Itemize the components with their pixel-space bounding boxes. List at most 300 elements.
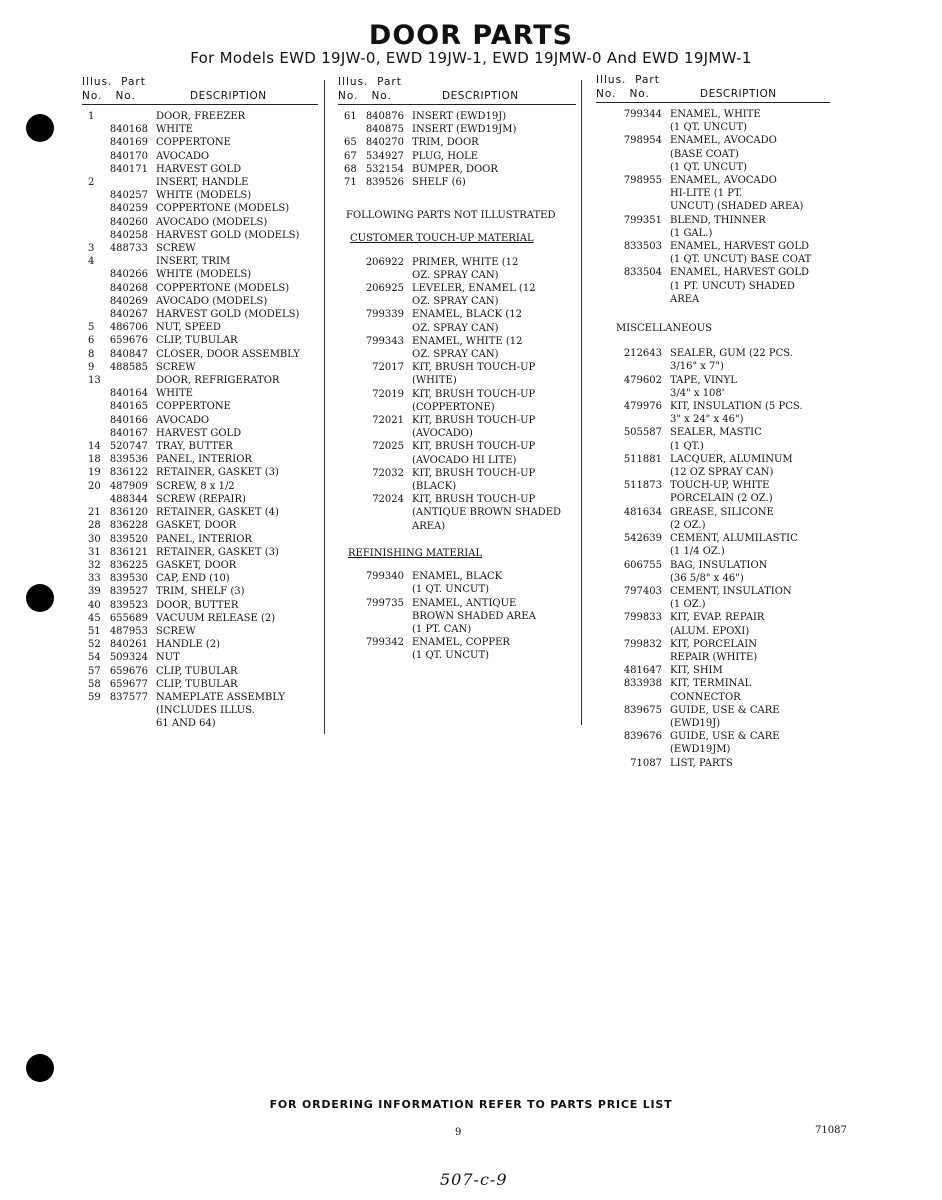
illus-number bbox=[338, 348, 362, 361]
header-description: DESCRIPTION bbox=[190, 90, 267, 102]
illus-number bbox=[596, 532, 620, 545]
punch-hole-top bbox=[26, 114, 54, 142]
part-description: PRIMER, WHITE (12 bbox=[412, 256, 519, 268]
part-number: 206922 bbox=[365, 256, 404, 268]
document-number: 71087 bbox=[815, 1125, 847, 1136]
part-description: SEALER, MASTIC bbox=[670, 427, 762, 439]
part-row bbox=[338, 570, 578, 583]
part-description: ENAMEL, WHITE bbox=[670, 109, 761, 120]
part-number: 505587 bbox=[623, 427, 662, 439]
part-number: 840257 bbox=[109, 190, 148, 202]
part-row bbox=[82, 506, 322, 519]
part-description: OZ. SPRAY CAN) bbox=[412, 269, 499, 281]
part-row bbox=[338, 388, 578, 401]
part-row bbox=[596, 506, 840, 519]
part-description: RETAINER, GASKET (3) bbox=[156, 546, 279, 558]
part-row bbox=[596, 638, 840, 651]
illus-number: 19 bbox=[88, 467, 101, 479]
part-row bbox=[338, 123, 578, 136]
illus-number bbox=[82, 717, 106, 730]
part-number bbox=[620, 625, 670, 638]
part-description: HANDLE (2) bbox=[156, 639, 220, 651]
part-description: DOOR, REFRIGERATOR bbox=[156, 375, 280, 387]
part-row bbox=[82, 599, 322, 612]
part-row bbox=[338, 374, 578, 387]
part-description: DOOR, BUTTER bbox=[156, 599, 239, 611]
part-description: CEMENT, INSULATION bbox=[670, 585, 792, 597]
part-row bbox=[338, 414, 578, 427]
illus-number bbox=[596, 453, 620, 466]
part-description: INSERT (EWD19J) bbox=[412, 111, 507, 122]
part-number: 799833 bbox=[623, 612, 662, 624]
illus-number: 59 bbox=[88, 691, 101, 703]
part-row bbox=[82, 110, 322, 123]
part-number: 840261 bbox=[109, 639, 148, 651]
part-description: SEALER, GUM (22 PCS. bbox=[670, 348, 793, 360]
illus-number bbox=[82, 136, 106, 149]
header-rule bbox=[596, 102, 830, 103]
part-row bbox=[338, 269, 578, 282]
illus-number bbox=[82, 493, 106, 506]
part-row bbox=[338, 150, 578, 163]
illus-number bbox=[338, 454, 362, 467]
header-illus-part-bottom: No. No. bbox=[596, 88, 650, 100]
illus-number bbox=[338, 282, 362, 295]
part-number bbox=[620, 280, 670, 293]
part-row bbox=[82, 282, 322, 295]
illus-number bbox=[596, 466, 620, 479]
section-heading-refinishing: REFINISHING MATERIAL bbox=[348, 547, 483, 559]
part-description: (1 QT.) bbox=[670, 440, 704, 452]
illus-number bbox=[596, 677, 620, 690]
illus-number: 58 bbox=[88, 678, 101, 690]
illus-number bbox=[338, 308, 362, 321]
part-row bbox=[596, 134, 840, 147]
part-description: COPPERTONE (MODELS) bbox=[156, 203, 290, 215]
illus-number bbox=[596, 506, 620, 519]
part-row bbox=[338, 348, 578, 361]
part-row bbox=[596, 704, 840, 717]
refinishing-list bbox=[338, 570, 578, 662]
part-description: (AVOCADO HI LITE) bbox=[412, 454, 517, 466]
part-number: 511873 bbox=[623, 480, 662, 492]
part-row bbox=[82, 334, 322, 347]
illus-number bbox=[338, 467, 362, 480]
illus-number: 67 bbox=[344, 150, 357, 162]
part-description: HARVEST GOLD bbox=[156, 427, 242, 439]
part-description: VACUUM RELEASE (2) bbox=[156, 612, 276, 624]
part-description: NUT bbox=[156, 652, 180, 664]
part-description: BLEND, THINNER bbox=[670, 214, 766, 226]
part-description: INSERT (EWD19JM) bbox=[412, 124, 517, 136]
part-number: 72025 bbox=[372, 441, 404, 453]
part-row bbox=[82, 665, 322, 678]
part-number bbox=[620, 717, 670, 730]
part-row bbox=[596, 440, 840, 453]
part-number: 840270 bbox=[365, 137, 404, 149]
part-description: WHITE (MODELS) bbox=[156, 269, 252, 281]
illus-number bbox=[596, 214, 620, 227]
part-row bbox=[82, 493, 322, 506]
part-number: 72024 bbox=[372, 494, 404, 506]
part-number: 479976 bbox=[623, 401, 662, 413]
part-number: 840847 bbox=[109, 348, 148, 360]
illus-number bbox=[338, 295, 362, 308]
part-number bbox=[106, 255, 156, 268]
part-description: KIT, BRUSH TOUCH-UP bbox=[412, 494, 536, 506]
part-description: TOUCH-UP, WHITE bbox=[670, 480, 770, 492]
part-description: GASKET, DOOR bbox=[156, 559, 237, 571]
part-row bbox=[82, 691, 322, 704]
part-number bbox=[620, 148, 670, 161]
part-number: 840876 bbox=[365, 111, 404, 122]
part-description: DOOR, FREEZER bbox=[156, 111, 246, 122]
part-number: 839536 bbox=[109, 454, 148, 466]
part-number: 836122 bbox=[109, 467, 148, 479]
illus-number bbox=[596, 266, 620, 279]
part-description: (1 PT. CAN) bbox=[412, 623, 472, 635]
part-description: GUIDE, USE & CARE bbox=[670, 731, 780, 743]
part-description: TRAY, BUTTER bbox=[156, 441, 233, 453]
part-number bbox=[620, 387, 670, 400]
illus-number: 6 bbox=[88, 335, 95, 347]
part-number bbox=[362, 454, 412, 467]
part-row bbox=[596, 717, 840, 730]
part-row bbox=[596, 453, 840, 466]
illus-number bbox=[596, 572, 620, 585]
part-description: RETAINER, GASKET (3) bbox=[156, 467, 279, 479]
illus-number bbox=[596, 625, 620, 638]
illus-number bbox=[82, 427, 106, 440]
part-row bbox=[82, 202, 322, 215]
part-description: KIT, TERMINAL bbox=[670, 678, 752, 690]
part-description: UNCUT) (SHADED AREA) bbox=[670, 201, 804, 213]
part-row bbox=[82, 255, 322, 268]
column-divider-1 bbox=[324, 80, 325, 734]
part-row bbox=[82, 453, 322, 466]
part-row bbox=[596, 691, 840, 704]
illus-number bbox=[82, 282, 106, 295]
part-description: RETAINER, GASKET (4) bbox=[156, 507, 279, 519]
illus-number bbox=[82, 414, 106, 427]
part-description: KIT, PORCELAIN bbox=[670, 638, 757, 650]
part-number: 840166 bbox=[109, 414, 148, 426]
illus-number bbox=[596, 374, 620, 387]
illus-number: 45 bbox=[88, 612, 101, 624]
part-row bbox=[596, 598, 840, 611]
illus-number: 28 bbox=[88, 520, 101, 532]
part-row bbox=[338, 440, 578, 453]
part-description: 3/4" x 108' bbox=[670, 387, 725, 399]
part-row bbox=[596, 227, 840, 240]
illus-number bbox=[596, 240, 620, 253]
illus-number bbox=[596, 174, 620, 187]
part-number bbox=[620, 651, 670, 664]
parts-list bbox=[338, 110, 578, 189]
part-row bbox=[596, 121, 840, 134]
part-row bbox=[338, 506, 578, 519]
part-number: 509324 bbox=[109, 652, 148, 664]
part-number: 655689 bbox=[109, 612, 148, 624]
part-description: CAP, END (10) bbox=[156, 573, 230, 585]
part-description: COPPERTONE bbox=[156, 401, 231, 413]
part-description: LACQUER, ALUMINUM bbox=[670, 453, 793, 465]
part-row bbox=[596, 174, 840, 187]
part-row bbox=[82, 572, 322, 585]
illus-number bbox=[82, 387, 106, 400]
handwritten-note: 507-c-9 bbox=[440, 1170, 508, 1189]
part-row bbox=[82, 229, 322, 242]
part-row bbox=[82, 268, 322, 281]
part-description: SCREW bbox=[156, 243, 196, 255]
part-description: TAPE, VINYL bbox=[670, 374, 737, 386]
illus-number bbox=[82, 163, 106, 176]
part-description: (2 OZ.) bbox=[670, 519, 706, 531]
part-description: (BLACK) bbox=[412, 481, 457, 493]
illus-number: 32 bbox=[88, 559, 101, 571]
part-row bbox=[82, 546, 322, 559]
part-description: CLOSER, DOOR ASSEMBLY bbox=[156, 348, 300, 360]
part-description: CEMENT, ALUMILASTIC bbox=[670, 533, 798, 545]
part-number: 534927 bbox=[365, 150, 404, 162]
illus-number bbox=[596, 559, 620, 572]
part-number: 840165 bbox=[109, 401, 148, 413]
part-description: KIT, INSULATION (5 PCS. bbox=[670, 401, 803, 413]
part-description: GUIDE, USE & CARE bbox=[670, 704, 780, 716]
part-number bbox=[620, 161, 670, 174]
part-number bbox=[620, 227, 670, 240]
part-description: (1 PT. UNCUT) SHADED bbox=[670, 280, 795, 292]
page-subtitle: For Models EWD 19JW-0, EWD 19JW-1, EWD 19JMW-0 And EWD 19JMW-1 bbox=[190, 49, 752, 67]
part-number bbox=[362, 348, 412, 361]
part-description: (AVOCADO) bbox=[412, 428, 473, 440]
part-row bbox=[82, 216, 322, 229]
part-number bbox=[620, 121, 670, 134]
part-description: ENAMEL, AVOCADO bbox=[670, 175, 777, 187]
part-row bbox=[82, 123, 322, 136]
part-description: CLIP, TUBULAR bbox=[156, 678, 238, 690]
part-number: 72032 bbox=[372, 467, 404, 479]
header-rule bbox=[82, 104, 318, 105]
part-row bbox=[596, 187, 840, 200]
part-number: 659676 bbox=[109, 335, 148, 347]
punch-hole-bottom bbox=[26, 1054, 54, 1082]
part-description: PANEL, INTERIOR bbox=[156, 533, 252, 545]
part-row bbox=[82, 440, 322, 453]
part-number: 839530 bbox=[109, 573, 148, 585]
part-description: SCREW bbox=[156, 361, 196, 373]
illus-number bbox=[82, 704, 106, 717]
part-number: 840168 bbox=[109, 124, 148, 136]
part-description: LIST, PARTS bbox=[670, 757, 733, 769]
part-number: 212643 bbox=[623, 348, 662, 360]
column-divider-2 bbox=[581, 80, 582, 725]
illus-number bbox=[596, 545, 620, 558]
part-row bbox=[596, 664, 840, 677]
part-row bbox=[338, 308, 578, 321]
part-row bbox=[82, 387, 322, 400]
illus-number bbox=[596, 134, 620, 147]
part-number: 836120 bbox=[109, 507, 148, 519]
illus-number bbox=[596, 598, 620, 611]
illus-number bbox=[338, 335, 362, 348]
part-row bbox=[596, 240, 840, 253]
part-row bbox=[596, 545, 840, 558]
part-number bbox=[106, 717, 156, 730]
part-number: 840267 bbox=[109, 309, 148, 321]
part-row bbox=[596, 400, 840, 413]
part-number bbox=[362, 269, 412, 282]
part-number: 799735 bbox=[365, 597, 404, 609]
part-description: INSERT, HANDLE bbox=[156, 177, 249, 189]
part-row bbox=[82, 400, 322, 413]
part-number: 206925 bbox=[365, 283, 404, 295]
part-row bbox=[596, 519, 840, 532]
part-row bbox=[596, 253, 840, 266]
part-row bbox=[82, 374, 322, 387]
illus-number bbox=[82, 268, 106, 281]
part-description: ENAMEL, AVOCADO bbox=[670, 135, 777, 147]
header-description: DESCRIPTION bbox=[700, 88, 777, 100]
part-row bbox=[82, 414, 322, 427]
part-description: KIT, BRUSH TOUCH-UP bbox=[412, 362, 536, 374]
parts-list bbox=[82, 110, 322, 731]
part-description: WHITE bbox=[156, 388, 193, 400]
part-description: AVOCADO bbox=[156, 414, 210, 426]
illus-number bbox=[596, 743, 620, 756]
illus-number bbox=[82, 150, 106, 163]
illus-number bbox=[596, 479, 620, 492]
part-description: PORCELAIN (2 OZ.) bbox=[670, 493, 773, 505]
part-number: 799339 bbox=[365, 309, 404, 321]
part-description: KIT, BRUSH TOUCH-UP bbox=[412, 441, 536, 453]
illus-number: 30 bbox=[88, 533, 101, 545]
part-row bbox=[596, 200, 840, 213]
part-row bbox=[596, 559, 840, 572]
part-row bbox=[82, 585, 322, 598]
part-row bbox=[596, 387, 840, 400]
illus-number bbox=[82, 123, 106, 136]
part-description: SCREW, 8 x 1/2 bbox=[156, 480, 235, 492]
part-row bbox=[338, 427, 578, 440]
part-row bbox=[596, 426, 840, 439]
part-number bbox=[106, 704, 156, 717]
part-number: 840268 bbox=[109, 282, 148, 294]
illus-number: 3 bbox=[88, 243, 95, 255]
part-row bbox=[596, 108, 840, 121]
part-row bbox=[338, 335, 578, 348]
part-number: 839527 bbox=[109, 586, 148, 598]
part-description: (EWD19J) bbox=[670, 717, 721, 729]
illus-number: 54 bbox=[88, 652, 101, 664]
part-row bbox=[338, 361, 578, 374]
part-row bbox=[82, 612, 322, 625]
part-number: 799344 bbox=[623, 109, 662, 120]
part-number bbox=[620, 360, 670, 373]
part-number: 837577 bbox=[109, 691, 148, 703]
illus-number: 9 bbox=[88, 361, 95, 373]
part-row bbox=[596, 266, 840, 279]
illus-number: 13 bbox=[88, 375, 101, 387]
part-description: SCREW bbox=[156, 625, 196, 637]
part-description: (INCLUDES ILLUS. bbox=[156, 705, 255, 717]
illus-number: 4 bbox=[88, 256, 95, 268]
illus-number bbox=[338, 623, 362, 636]
part-number: 840266 bbox=[109, 269, 148, 281]
part-number: 799342 bbox=[365, 637, 404, 649]
part-number: 487953 bbox=[109, 625, 148, 637]
part-description: COPPERTONE bbox=[156, 137, 231, 149]
part-row bbox=[82, 678, 322, 691]
header-illus-part-top: Illus. Part bbox=[82, 76, 146, 88]
illus-number bbox=[82, 308, 106, 321]
part-row bbox=[82, 519, 322, 532]
part-row bbox=[338, 454, 578, 467]
part-number bbox=[620, 598, 670, 611]
illus-number bbox=[338, 401, 362, 414]
part-description: AVOCADO bbox=[156, 150, 210, 162]
part-number bbox=[106, 374, 156, 387]
part-row bbox=[596, 214, 840, 227]
part-description: (1 1/4 OZ.) bbox=[670, 546, 725, 558]
part-number bbox=[362, 322, 412, 335]
illus-number bbox=[338, 388, 362, 401]
part-row bbox=[82, 638, 322, 651]
part-number: 481647 bbox=[623, 665, 662, 677]
illus-number bbox=[596, 440, 620, 453]
part-description: KIT, SHIM bbox=[670, 665, 723, 677]
illus-number: 39 bbox=[88, 586, 101, 598]
part-row bbox=[82, 189, 322, 202]
illus-number bbox=[596, 413, 620, 426]
illus-number bbox=[596, 121, 620, 134]
illus-number: 1 bbox=[88, 111, 95, 122]
part-row bbox=[82, 480, 322, 493]
part-number: 542639 bbox=[623, 533, 662, 545]
part-number: 488585 bbox=[109, 361, 148, 373]
part-description: (EWD19JM) bbox=[670, 744, 731, 756]
part-description: 3/16" x 7") bbox=[670, 361, 724, 373]
part-description: HI-LITE (1 PT. bbox=[670, 188, 743, 200]
header-illus-part-bottom: No. No. bbox=[82, 90, 136, 102]
illus-number bbox=[596, 717, 620, 730]
part-description: (1 QT. UNCUT) bbox=[412, 584, 490, 596]
header-illus-part-top: Illus. Part bbox=[596, 74, 660, 86]
illus-number bbox=[596, 638, 620, 651]
illus-number bbox=[596, 611, 620, 624]
part-row bbox=[596, 611, 840, 624]
part-row bbox=[596, 360, 840, 373]
part-number bbox=[106, 110, 156, 123]
part-row bbox=[338, 163, 578, 176]
part-number: 833938 bbox=[623, 678, 662, 690]
part-description: 3" x 24" x 46") bbox=[670, 414, 744, 426]
part-row bbox=[596, 280, 840, 293]
part-row bbox=[82, 704, 322, 717]
part-description: KIT, BRUSH TOUCH-UP bbox=[412, 467, 536, 479]
part-number: 840171 bbox=[109, 163, 148, 175]
part-row bbox=[82, 295, 322, 308]
part-number bbox=[362, 610, 412, 623]
illus-number bbox=[596, 387, 620, 400]
part-number: 836225 bbox=[109, 559, 148, 571]
illus-number bbox=[596, 757, 620, 770]
part-description: (1 QT. UNCUT) bbox=[670, 161, 748, 173]
header-description: DESCRIPTION bbox=[442, 90, 519, 102]
part-description: (12 OZ SPRAY CAN) bbox=[670, 467, 774, 479]
illus-number bbox=[338, 506, 362, 519]
part-row bbox=[82, 308, 322, 321]
